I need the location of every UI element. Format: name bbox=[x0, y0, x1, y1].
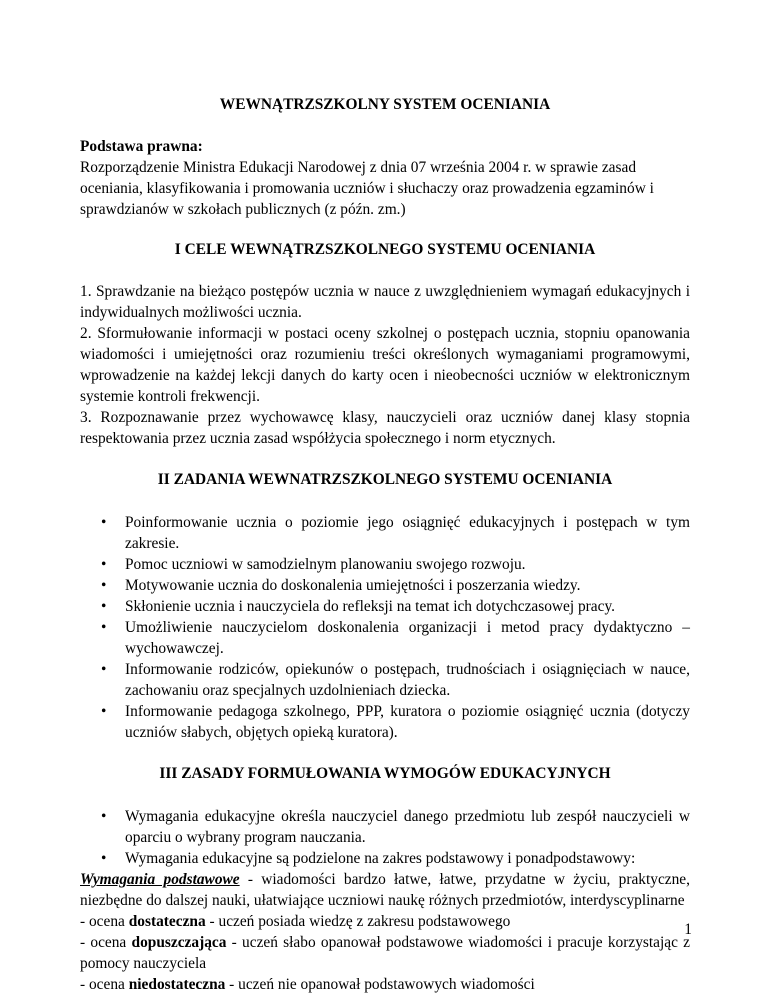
task-item: • Skłonienie ucznia i nauczyciela do refleksji na temat ich dotychczasowej pracy. bbox=[80, 596, 690, 617]
grade-desc: - uczeń nie opanował podstawowych wiadomości bbox=[225, 976, 535, 993]
grade-line bbox=[80, 911, 690, 932]
basic-requirements-text: - wiadomości bardzo łatwe, łatwe, przydatne w życiu, praktyczne, niezbędne do dalszej nauki, ułatwiające uczniowi naukę różnych przedmiotów, interdyscyplinarne bbox=[80, 871, 690, 909]
legal-basis bbox=[80, 136, 690, 220]
grade-name: dostateczna bbox=[128, 913, 206, 930]
goal-item: 3. Rozpoznawanie przez wychowawcę klasy, nauczycieli oraz uczniów danej klasy stopnia respektowania przez ucznia zasad współżycia społecznego i norm etycznych. bbox=[80, 409, 690, 447]
task-item: • Informowanie rodziców, opiekunów o postępach, trudnościach i osiągnięciach w nauce, zachowaniu oraz specjalnych uzdolnieniach dziecka. bbox=[80, 659, 690, 701]
tasks-list bbox=[80, 512, 690, 743]
requirement-item: • Wymagania edukacyjne określa nauczyciel danego przedmiotu lub zespół nauczycieli w oparciu o wybrany program nauczania. bbox=[80, 806, 690, 848]
document-title: WEWNĄTRZSZKOLNY SYSTEM OCENIANIA bbox=[219, 96, 551, 113]
section-heading-requirements: III ZASADY FORMUŁOWANIA WYMOGÓW EDUKACYJNYCH bbox=[159, 765, 611, 782]
grade-prefix: - ocena bbox=[80, 913, 129, 930]
grade-desc: - uczeń słabo opanował podstawowe wiadomości i pracuje korzystając z pomocy nauczyciela bbox=[80, 934, 690, 972]
task-item: • Pomoc uczniowi w samodzielnym planowaniu swojego rozwoju. bbox=[80, 554, 690, 575]
page-number: 1 bbox=[684, 921, 692, 938]
task-item: • Poinformowanie ucznia o poziomie jego osiągnięć edukacyjnych i postępach w tym zakresie. bbox=[80, 512, 690, 554]
grade-prefix: - ocena bbox=[80, 976, 129, 993]
legal-basis-label: Podstawa prawna: bbox=[80, 138, 203, 155]
section-heading-goals: I CELE WEWNĄTRZSZKOLNEGO SYSTEMU OCENIANIA bbox=[174, 241, 596, 258]
requirement-item: • Wymagania edukacyjne są podzielone na zakres podstawowy i ponadpodstawowy: bbox=[80, 848, 690, 869]
legal-basis-text: Rozporządzenie Ministra Edukacji Narodowej z dnia 07 września 2004 r. w sprawie zasad oceniania, klasyfikowania i promowania uczniów i słuchaczy oraz prowadzenia egzaminów i sprawdzianów w szkołach publicznych (z późn. zm.) bbox=[80, 159, 654, 218]
grade-name: dopuszczająca bbox=[131, 934, 227, 951]
goal-item: 2. Sformułowanie informacji w postaci oceny szkolnej o postępach ucznia, stopniu opanowania wiadomości i umiejętności oraz rozumieniu treści określonych wymaganiami programowymi, wprowadzenie na każdej lekcji danych do karty ocen i nieobecności uczniów w elektronicznym systemie kontroli frekwencji. bbox=[80, 325, 690, 405]
task-item: • Umożliwienie nauczycielom doskonalenia organizacji i metod pracy dydaktyczno – wychowawczej. bbox=[80, 617, 690, 659]
grade-prefix: - ocena bbox=[80, 934, 132, 951]
task-item: • Informowanie pedagoga szkolnego, PPP, kuratora o poziomie osiągnięć ucznia (dotyczy uczniów słabych, objętych opieką kuratora). bbox=[80, 701, 690, 743]
requirements-list bbox=[80, 806, 690, 869]
goals-list bbox=[80, 281, 690, 449]
goal-item: 1. Sprawdzanie na bieżąco postępów ucznia w nauce z uwzględnieniem wymagań edukacyjnych i indywidualnych możliwości ucznia. bbox=[80, 283, 690, 321]
document-content bbox=[80, 94, 690, 995]
basic-requirements bbox=[80, 869, 690, 911]
section-heading-tasks: II ZADANIA WEWNATRZSZKOLNEGO SYSTEMU OCENIANIA bbox=[157, 471, 613, 488]
task-item: • Motywowanie ucznia do doskonalenia umiejętności i poszerzania wiedzy. bbox=[80, 575, 690, 596]
grade-desc: - uczeń posiada wiedzę z zakresu podstawowego bbox=[205, 913, 511, 930]
grade-line bbox=[80, 932, 690, 974]
basic-requirements-label: Wymagania podstawowe bbox=[80, 871, 240, 888]
grade-line bbox=[80, 974, 690, 995]
grade-name: niedostateczna bbox=[128, 976, 226, 993]
